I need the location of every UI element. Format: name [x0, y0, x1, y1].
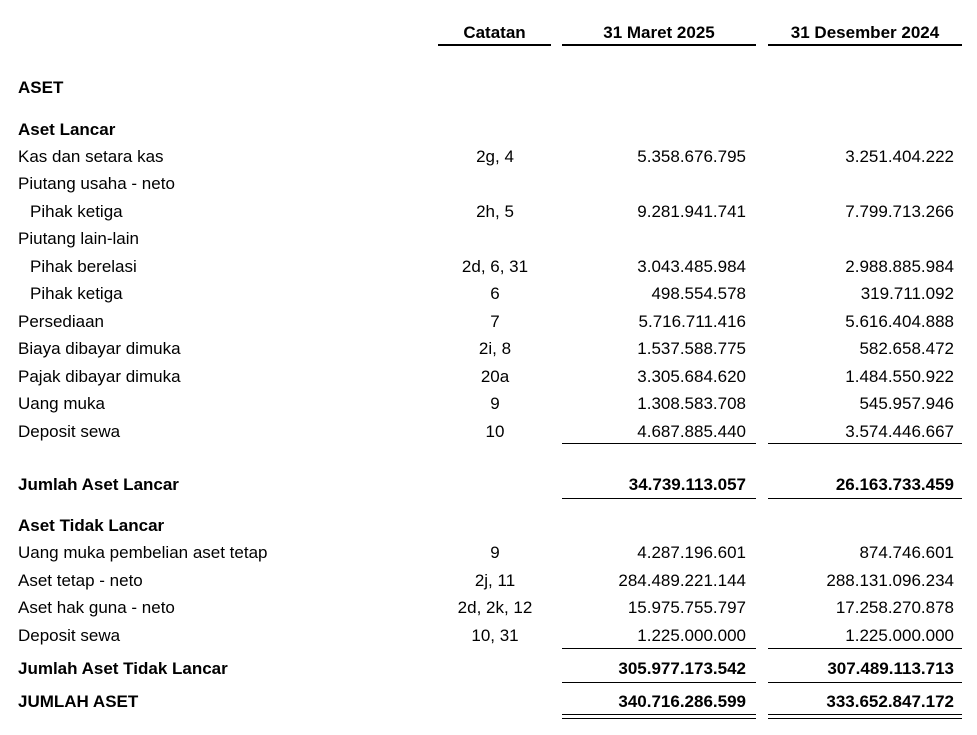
row-value-dec-2024: 1.225.000.000 [845, 626, 954, 645]
row-note: 2d, 6, 31 [461, 257, 529, 276]
total-label: Jumlah Aset Lancar [18, 475, 179, 494]
row-label: Kas dan setara kas [18, 147, 164, 166]
table-row [0, 145, 977, 169]
row-value-mar-2025: 5.716.711.416 [638, 312, 746, 331]
row-value-dec-2024: 5.616.404.888 [845, 312, 954, 331]
row-note: 10 [485, 422, 505, 441]
row-value-dec-2024: 582.658.472 [859, 339, 954, 358]
double-rule-top [768, 714, 962, 715]
row-label: Pihak ketiga [30, 284, 123, 303]
row-value-mar-2025: 5.358.676.795 [637, 147, 746, 166]
table-row [0, 200, 977, 224]
table-row [0, 310, 977, 334]
row-value-dec-2024: 545.957.946 [859, 394, 954, 413]
row-value-mar-2025: 3.305.684.620 [637, 367, 746, 386]
total-value-dec-2024: 307.489.113.713 [827, 659, 954, 678]
header-col-mar-2025: 31 Maret 2025 [562, 22, 756, 46]
row-value-dec-2024: 2.988.885.984 [845, 257, 954, 276]
total-rule [562, 498, 756, 499]
subsection-aset-tidak-lancar [0, 514, 977, 538]
total-value-dec-2024: 26.163.733.459 [835, 475, 954, 494]
row-value-dec-2024: 7.799.713.266 [845, 202, 954, 221]
table-row [0, 541, 977, 565]
row-value-mar-2025: 1.225.000.000 [637, 626, 746, 645]
grand-total-value-mar-2025: 340.716.286.599 [618, 692, 746, 711]
row-note: 2d, 2k, 12 [457, 598, 533, 617]
grand-total-value-dec-2024: 333.652.847.172 [826, 692, 954, 711]
table-row [0, 624, 977, 648]
header-col-dec-2024: 31 Desember 2024 [768, 22, 962, 46]
total-rule [768, 498, 962, 499]
row-label: Pajak dibayar dimuka [18, 367, 181, 386]
row-label: Deposit sewa [18, 626, 121, 645]
subtotal-rule [562, 443, 756, 444]
total-row-aset-tidak-lancar [0, 657, 977, 681]
header-catatan: Catatan [438, 22, 551, 46]
table-row [0, 227, 977, 251]
table-row [0, 420, 977, 444]
row-value-dec-2024: 17.258.270.878 [835, 598, 954, 617]
total-rule [562, 682, 756, 683]
row-note: 10, 31 [471, 626, 519, 645]
row-note: 2i, 8 [478, 339, 512, 358]
row-value-mar-2025: 4.287.196.601 [637, 543, 746, 562]
row-label: Biaya dibayar dimuka [18, 339, 181, 358]
row-label: Aset hak guna - neto [18, 598, 175, 617]
row-label: Piutang lain-lain [18, 229, 139, 248]
row-label: Aset tetap - neto [18, 571, 143, 590]
subsection-aset-lancar [0, 118, 977, 142]
row-value-mar-2025: 4.687.885.440 [637, 422, 746, 441]
table-row [0, 337, 977, 361]
row-label: Pihak berelasi [30, 257, 137, 276]
row-value-dec-2024: 874.746.601 [859, 543, 954, 562]
table-row [0, 282, 977, 306]
table-row [0, 365, 977, 389]
row-label: Uang muka pembelian aset tetap [18, 543, 268, 562]
row-value-mar-2025: 15.975.755.797 [627, 598, 746, 617]
row-value-mar-2025: 498.554.578 [651, 284, 746, 303]
table-row [0, 255, 977, 279]
row-note: 9 [490, 543, 500, 562]
row-value-mar-2025: 3.043.485.984 [637, 257, 746, 276]
grand-total-label: JUMLAH ASET [18, 692, 139, 711]
row-value-dec-2024: 1.484.550.922 [845, 367, 954, 386]
total-value-mar-2025: 305.977.173.542 [618, 659, 746, 678]
subtotal-rule [562, 648, 756, 649]
total-row-aset-lancar [0, 473, 977, 497]
subtotal-rule [768, 648, 962, 649]
row-value-mar-2025: 284.489.221.144 [618, 571, 746, 590]
row-value-dec-2024: 3.574.446.667 [845, 422, 954, 441]
row-note: 20a [480, 367, 510, 386]
double-rule-bottom [768, 718, 962, 719]
subsection-title: Aset Tidak Lancar [18, 516, 165, 535]
table-row [0, 172, 977, 196]
section-title: ASET [18, 78, 64, 97]
row-note: 2g, 4 [476, 147, 514, 166]
section-aset [0, 76, 977, 100]
table-row [0, 569, 977, 593]
row-note: 2h, 5 [476, 202, 514, 221]
row-note: 9 [490, 394, 500, 413]
row-note: 6 [490, 284, 500, 303]
double-rule-top [562, 714, 756, 715]
row-label: Pihak ketiga [30, 202, 123, 221]
row-note: 7 [490, 312, 500, 331]
subtotal-rule [768, 443, 962, 444]
row-value-dec-2024: 319.711.092 [860, 284, 954, 303]
table-row [0, 392, 977, 416]
total-value-mar-2025: 34.739.113.057 [628, 475, 746, 494]
table-row [0, 596, 977, 620]
row-label: Persediaan [18, 312, 105, 331]
grand-total-row [0, 690, 977, 714]
row-value-dec-2024: 3.251.404.222 [845, 147, 954, 166]
total-rule [768, 682, 962, 683]
row-label: Piutang usaha - neto [18, 174, 175, 193]
row-label: Uang muka [18, 394, 105, 413]
row-label: Deposit sewa [18, 422, 121, 441]
subsection-title: Aset Lancar [18, 120, 116, 139]
row-value-mar-2025: 1.308.583.708 [637, 394, 746, 413]
row-value-mar-2025: 1.537.588.775 [637, 339, 746, 358]
row-note: 2j, 11 [474, 571, 516, 590]
row-value-dec-2024: 288.131.096.234 [826, 571, 954, 590]
total-label: Jumlah Aset Tidak Lancar [18, 659, 228, 678]
row-value-mar-2025: 9.281.941.741 [637, 202, 746, 221]
double-rule-bottom [562, 718, 756, 719]
